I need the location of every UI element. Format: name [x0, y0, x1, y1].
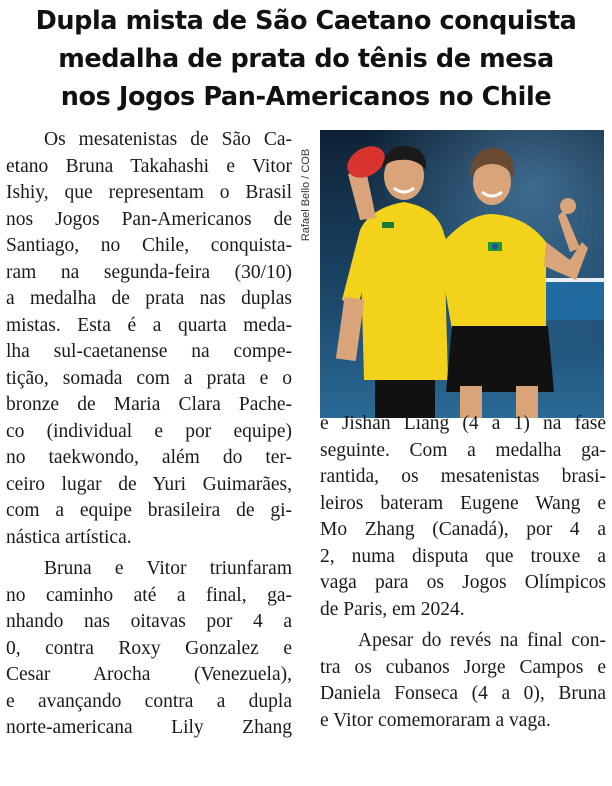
text-line: 2, numa disputa que trouxe a — [320, 545, 606, 567]
paragraph-3 — [320, 628, 606, 734]
text-line: nástica artística. — [6, 526, 132, 548]
paragraph-1 — [6, 127, 292, 551]
text-line: e avançando contra a dupla — [6, 690, 292, 712]
text-line: tição, somada com a prata e o — [6, 367, 292, 389]
text-line: e Vitor comemoraram a vaga. — [320, 709, 551, 731]
text-line: no taekwondo, além do ter- — [6, 447, 292, 468]
paragraph-2 — [6, 556, 292, 742]
text-line: 0, contra Roxy Gonzalez e — [6, 637, 292, 659]
text-line: ram na segunda-feira (30/10) — [6, 261, 292, 283]
text-line: leiros bateram Eugene Wang e — [320, 492, 606, 514]
text-line: com a equipe brasileira de gi- — [6, 500, 292, 521]
text-line: Daniela Fonseca (4 a 0), Bruna — [320, 683, 606, 704]
text-line: Ishiy, que representam o Brasil — [6, 182, 292, 203]
text-line: nhando nas oitavas por 4 a — [6, 611, 292, 632]
table-tennis-players-photo — [320, 130, 604, 418]
text-line: etano Bruna Takahashi e Vitor — [6, 155, 292, 177]
text-line: no caminho até a final, ga- — [6, 584, 292, 606]
text-line: nos Jogos Pan-Americanos de — [6, 208, 292, 230]
paragraph-2-continued — [320, 411, 606, 623]
headline — [0, 2, 612, 116]
text-line: Santiago, no Chile, conquista- — [6, 235, 292, 256]
article-column-right — [320, 411, 606, 734]
text-line: co (individual e por equipe) — [6, 420, 292, 442]
text-line: Bruna e Vitor triunfaram — [44, 558, 292, 579]
text-line: e Jishan Liang (4 a 1) na fase — [320, 413, 606, 434]
text-line: Os mesatenistas de São Ca- — [44, 129, 292, 150]
text-line: Cesar Arocha (Venezuela), — [6, 664, 292, 685]
text-line: de Paris, em 2024. — [320, 598, 465, 620]
text-line: ceiro lugar de Yuri Guimarães, — [6, 473, 292, 495]
headline-line: medalha de prata do tênis de mesa — [58, 44, 554, 74]
photo-credit — [296, 130, 316, 260]
text-line: mistas. Esta é a quarta meda- — [6, 314, 292, 336]
headline-line: nos Jogos Pan-Americanos no Chile — [60, 82, 552, 112]
text-line: Mo Zhang (Canadá), por 4 a — [320, 519, 606, 540]
article-column-left — [6, 127, 292, 742]
text-line: rantida, os mesatenistas brasi- — [320, 466, 606, 487]
text-line: vaga para os Jogos Olímpicos — [320, 572, 606, 593]
text-line: a medalha de prata nas duplas — [6, 288, 292, 309]
text-line: bronze de Maria Clara Pache- — [6, 394, 292, 415]
text-line: Apesar do revés na final con- — [358, 630, 606, 651]
text-line: tra os cubanos Jorge Campos e — [320, 656, 606, 678]
text-line: norte-americana Lily Zhang — [6, 717, 292, 738]
photo-illustration — [320, 130, 604, 418]
text-line: lha sul-caetanense na compe- — [6, 341, 292, 362]
headline-line: Dupla mista de São Caetano conquista — [35, 6, 577, 36]
photo-credit-text: Rafael Bello / COB — [300, 148, 312, 242]
text-line: seguinte. Com a medalha ga- — [320, 439, 606, 461]
